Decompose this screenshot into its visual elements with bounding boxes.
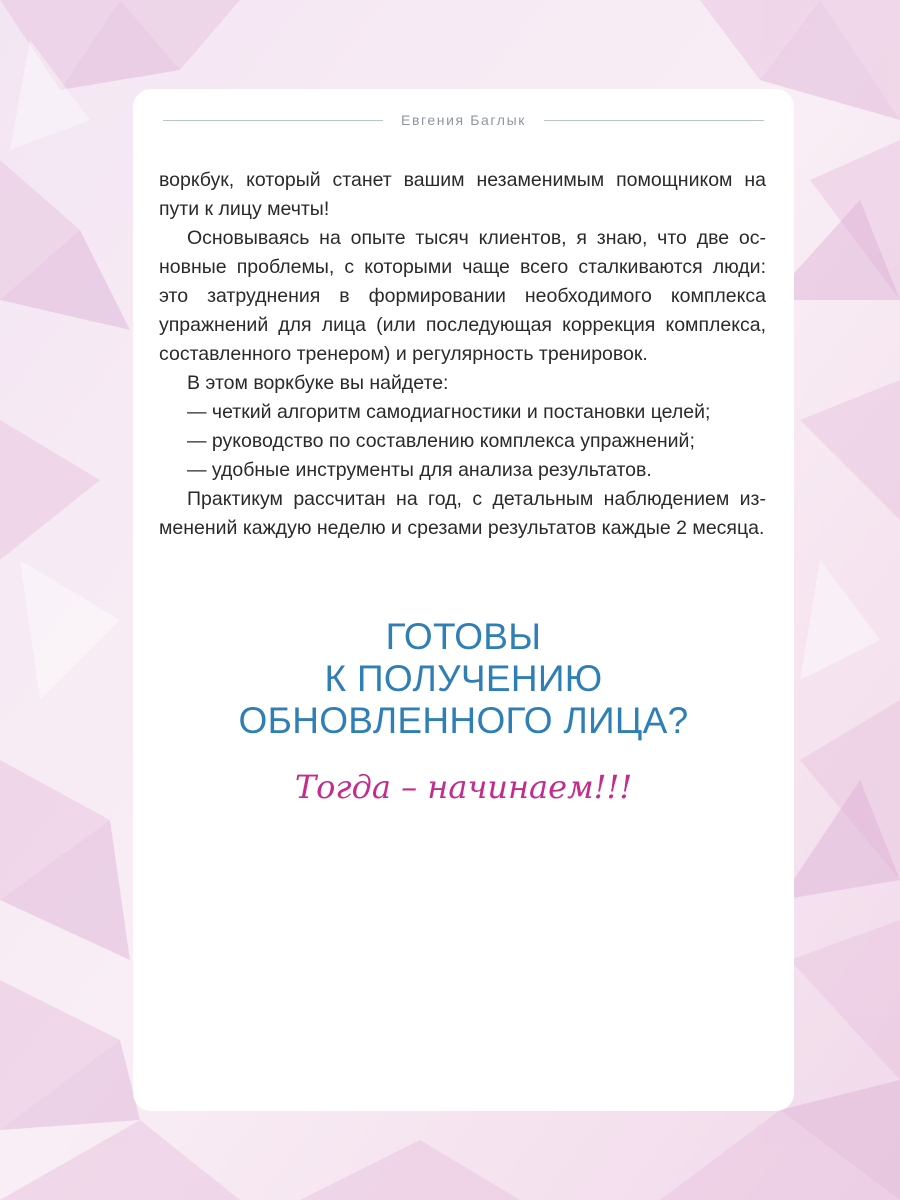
author-name: Евгения Баглык xyxy=(401,112,526,128)
body-text xyxy=(159,166,766,543)
headline-line: ОБНОВЛЕННОГО ЛИЦА? xyxy=(238,700,689,741)
list-item: — удобные инструменты для анализа результатов. xyxy=(187,459,652,481)
headline-line: ГОТОВЫ xyxy=(385,616,542,657)
list-item: — четкий алгоритм самодиагностики и постановки целей; xyxy=(187,401,711,423)
running-head xyxy=(163,110,764,130)
running-head-rule-left xyxy=(163,120,383,121)
paragraph: Практикум рассчитан на год, с детальным наблюдением изменений каждую неделю и срезами результатов каждые 2 месяца. xyxy=(159,488,766,539)
page-card xyxy=(133,89,794,1111)
paragraph: воркбук, который станет вашим незаменимым помощником на пути к лицу мечты! xyxy=(159,169,766,220)
list-item: — руководство по составлению комплекса упражнений; xyxy=(187,430,695,452)
paragraph: Основываясь на опыте тысяч клиентов, я знаю, что две основные проблемы, с которыми чаще всего сталкиваются люди: это затруднения в формировании необходимого комплекса упражнений для лица (или последующая коррекция комплекса, составленного тренером) и регулярность тренировок. xyxy=(159,227,766,365)
headline xyxy=(133,616,794,742)
paragraph: В этом воркбуке вы найдете: xyxy=(187,372,449,394)
tagline: Тогда – начинаем!!! xyxy=(294,768,633,806)
running-head-rule-right xyxy=(544,120,764,121)
headline-line: К ПОЛУЧЕНИЮ xyxy=(324,658,603,699)
